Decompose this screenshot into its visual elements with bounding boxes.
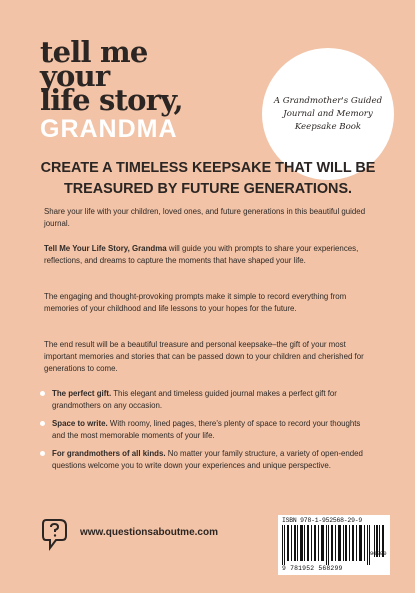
price-code: 90000 xyxy=(370,550,387,557)
headline-line-2: TREASURED BY FUTURE GENERATIONS. xyxy=(63,181,353,197)
barcode-digits: 9 781952 568299 xyxy=(282,565,343,572)
paragraph-intro: Share your life with your children, loved ones, and future generations in this beautiful guided journal. xyxy=(44,207,366,228)
title-line-2: your xyxy=(40,59,110,93)
paragraph-prompts: The engaging and thought-provoking prompts make it simple to record everything from memories of your childhood and life lessons to your hopes for the future. xyxy=(44,292,347,313)
title-line-1: tell me xyxy=(40,35,148,69)
bullet-dot-icon xyxy=(40,451,45,456)
publisher-logo-icon xyxy=(40,516,70,552)
bullet-title: For grandmothers of all kinds. xyxy=(52,449,166,458)
paragraph-guide xyxy=(44,243,374,267)
badge-text: A Grandmother's Guided Journal and Memory Keepsake Book xyxy=(273,95,383,132)
bullet-space-to-write xyxy=(52,418,374,442)
bullet-title: Space to write. xyxy=(52,419,108,428)
barcode-bars xyxy=(282,525,386,565)
title-line-3: life story, xyxy=(40,83,183,117)
bullet-perfect-gift xyxy=(52,388,374,412)
bullet-dot-icon xyxy=(40,391,45,396)
isbn-number: ISBN 978-1-952568-29-9 xyxy=(282,517,362,524)
bullet-all-kinds xyxy=(52,448,374,472)
website-link[interactable]: www.questionsaboutme.com xyxy=(80,527,218,538)
bullet-dot-icon xyxy=(40,421,45,426)
bullet-text: This elegant and timeless guided journal makes a perfect gift for grandmothers on any occasion. xyxy=(52,389,337,410)
bullet-title: The perfect gift. xyxy=(52,389,112,398)
paragraph-guide-text: will guide you with prompts to share your experiences, reflections, and dreams to capture the moments that have shaped your life. xyxy=(44,244,359,265)
paragraph-guide-title: Tell Me Your Life Story, Grandma xyxy=(44,244,167,253)
book-title xyxy=(40,35,270,117)
paragraph-result: The end result will be a beautiful treasure and personal keepsake–the gift of your most important memories and stories that can be passed down to your children and cherished for generations to come. xyxy=(44,340,364,373)
bullet-text: With roomy, lined pages, there's plenty of space to record your thoughts and the most memorable moments of your life. xyxy=(52,419,361,440)
book-subtitle: GRANDMA xyxy=(40,115,178,143)
headline xyxy=(36,158,380,200)
headline-line-1: CREATE A TIMELESS KEEPSAKE THAT WILL BE xyxy=(40,160,376,176)
barcode-number xyxy=(282,565,388,572)
bullet-text: No matter your family structure, a variety of open-ended questions welcome you to write down your experiences and unique perspective. xyxy=(52,449,363,470)
isbn-text xyxy=(282,517,388,524)
barcode xyxy=(278,515,390,575)
